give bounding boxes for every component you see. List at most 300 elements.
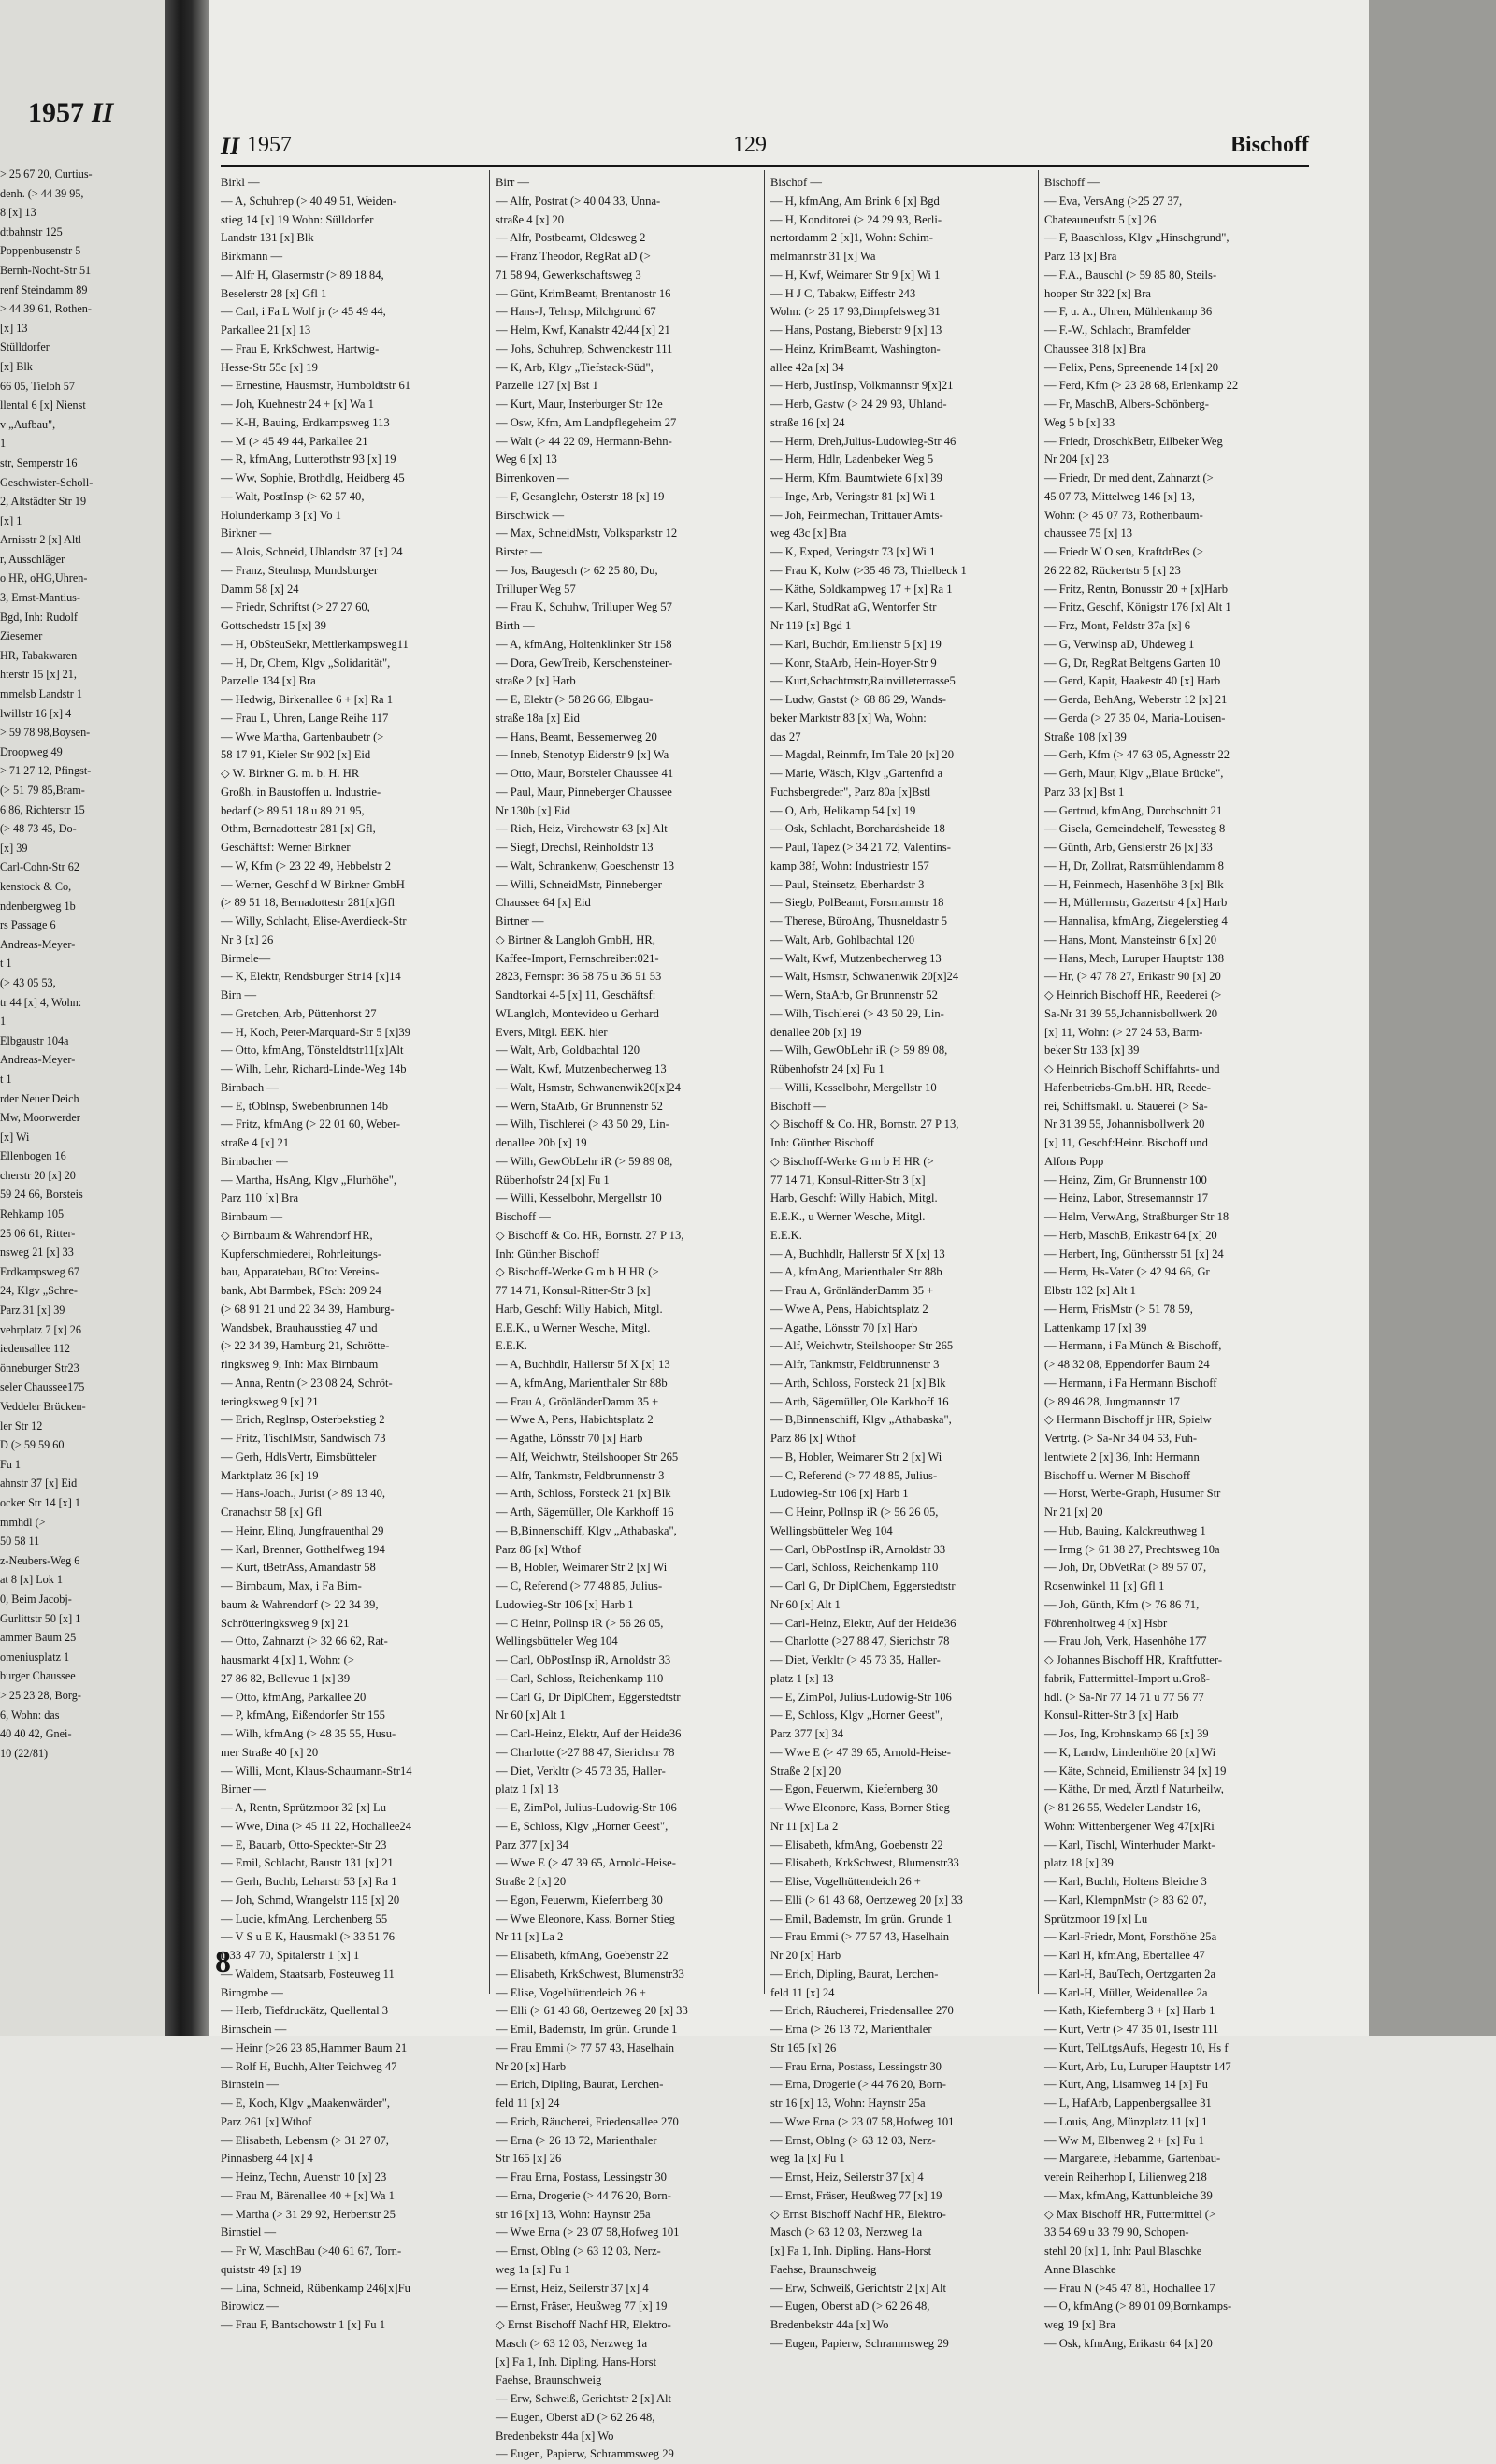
directory-entry-line: — Walt, Arb, Gohlbachtal 120	[770, 932, 915, 946]
directory-entry-line: — Hans, Beamt, Bessemerweg 20	[496, 729, 657, 743]
previous-page-line: ammer Baum 25	[0, 1631, 77, 1645]
directory-entry-line: Anne Blaschke	[1044, 2262, 1116, 2276]
directory-entry-line: 77 14 71, Konsul-Ritter-Str 3 [x]	[496, 1284, 651, 1297]
directory-entry-line: — Lina, Schneid, Rübenkamp 246[x]Fu	[221, 2281, 410, 2295]
directory-entry-line: — Karl-H, Müller, Weidenallee 2a	[1044, 1985, 1208, 1999]
directory-entry-line: — Erw, Schweiß, Gerichtstr 2 [x] Alt	[770, 2281, 947, 2295]
directory-entry-line: — L, HafArb, Lappenbergsallee 31	[1044, 2097, 1212, 2110]
directory-entry-line: ◇ W. Birkner G. m. b. H. HR	[221, 767, 360, 780]
previous-page-volume: II	[92, 97, 114, 128]
directory-entry-line: str 16 [x] 13, Wohn: Haynstr 25a	[496, 2207, 651, 2221]
directory-entry-line: — Karl, StudRat aG, Wentorfer Str	[770, 600, 937, 614]
directory-entry-line: — Wwe A, Pens, Habichtsplatz 2	[496, 1413, 654, 1427]
directory-entry-line: — Carl G, Dr DiplChem, Eggerstedtstr	[770, 1579, 956, 1592]
directory-entry-line: — V S u E K, Hausmakl (> 33 51 76	[221, 1930, 396, 1944]
directory-entry-line: — M (> 45 49 44, Parkallee 21	[221, 434, 368, 448]
directory-entry-line: — Egon, Feuerwm, Kiefernberg 30	[496, 1893, 663, 1907]
directory-entry-line: — E, Elektr (> 58 26 66, Elbgau-	[496, 693, 654, 706]
directory-entry-line: Großh. in Baustoffen u. Industrie-	[221, 785, 381, 799]
directory-entry-line: Wohn: (> 45 07 73, Rothenbaum-	[1044, 508, 1203, 522]
previous-page-line: 59 24 66, Borsteis	[0, 1188, 83, 1202]
directory-entry-line: Rübenhofstr 24 [x] Fu 1	[770, 1062, 885, 1075]
directory-entry-line: Rosenwinkel 11 [x] Gfl 1	[1044, 1579, 1165, 1592]
directory-entry-line: — Karl-Friedr, Mont, Forsthöhe 25a	[1044, 1930, 1217, 1944]
previous-page-line: ocker Str 14 [x] 1	[0, 1495, 80, 1509]
directory-entry-line: Nr 21 [x] 20	[1044, 1506, 1103, 1519]
directory-entry-line: Gottschedstr 15 [x] 39	[221, 619, 326, 632]
previous-page-line: 10 (22/81)	[0, 1746, 49, 1760]
directory-entry-line: — Walt, Kwf, Mutzenbecherweg 13	[770, 951, 942, 965]
previous-page-line: kenstock & Co,	[0, 879, 72, 893]
directory-entry-line: — Günth, Arb, Genslerstr 26 [x] 33	[1044, 841, 1213, 854]
directory-entry-line: Birnbaum —	[221, 1210, 283, 1223]
directory-entry-line: Masch (> 63 12 03, Nerzweg 1a	[770, 2226, 923, 2240]
directory-entry-line: Sandtorkai 4-5 [x] 11, Geschäftsf:	[496, 988, 656, 1001]
directory-entry-line: — Willi, SchneidMstr, Pinneberger	[496, 877, 662, 891]
year-label: 1957	[247, 133, 292, 157]
directory-column-4	[1044, 174, 1309, 2350]
directory-entry-line: — Fr, MaschB, Albers-Schönberg-	[1044, 397, 1209, 411]
directory-entry-line: Birrenkoven —	[496, 471, 569, 484]
directory-entry-line: — Gisela, Gemeindehelf, Tewessteg 8	[1044, 822, 1226, 836]
directory-entry-line: Nr 11 [x] La 2	[496, 1930, 564, 1944]
directory-entry-line: — Franz Theodor, RegRat aD (>	[496, 250, 651, 263]
previous-page-line: rs Passage 6	[0, 918, 56, 932]
directory-entry-line: — Margarete, Hebamme, Gartenbau-	[1044, 2152, 1221, 2166]
previous-page-line: > 25 23 28, Borg-	[0, 1688, 81, 1702]
directory-entry-line: — Kath, Kiefernberg 3 + [x] Harb 1	[1044, 2004, 1216, 2018]
directory-entry-line: — Carl G, Dr DiplChem, Eggerstedtstr	[496, 1690, 681, 1704]
directory-entry-line: — Walt, Arb, Goldbachtal 120	[496, 1044, 640, 1058]
directory-entry-line: — E, Bauarb, Otto-Speckter-Str 23	[221, 1837, 387, 1852]
directory-entry-line: — Wwe Erna (> 23 07 58,Hofweg 101	[770, 2114, 955, 2128]
directory-entry-line: — C, Referend (> 77 48 85, Julius-	[496, 1579, 663, 1592]
directory-entry-line: — A, kfmAng, Marienthaler Str 88b	[770, 1265, 942, 1279]
directory-entry-line: — Arth, Sägemüller, Ole Karkhoff 16	[496, 1506, 674, 1519]
directory-entry-line: — Gerh, Buchb, Leharstr 53 [x] Ra 1	[221, 1875, 397, 1888]
directory-entry-line: — Arth, Schloss, Forsteck 21 [x] Blk	[496, 1487, 671, 1501]
directory-entry-line: (> 68 91 21 und 22 34 39, Hamburg-	[221, 1302, 395, 1316]
directory-entry-line: Fuchsbergreder", Parz 80a [x]Bstl	[770, 785, 931, 799]
directory-entry-line: Harb, Geschf: Willy Habich, Mitgl.	[496, 1302, 663, 1316]
directory-entry-line: — Karl, Tischl, Winterhuder Markt-	[1044, 1837, 1216, 1852]
directory-entry-line: Masch (> 63 12 03, Nerzweg 1a	[496, 2336, 648, 2350]
directory-entry-line: stehl 20 [x] 1, Inh: Paul Blaschke	[1044, 2244, 1202, 2257]
previous-page-line: 2, Altstädter Str 19	[0, 495, 87, 509]
directory-entry-line: Bischoff —	[1044, 176, 1100, 189]
directory-entry-line: ◇ Bischoff & Co. HR, Bornstr. 27 P 13,	[496, 1228, 684, 1242]
directory-entry-line: — Hans, Mech, Luruper Hauptstr 138	[1044, 951, 1225, 965]
directory-entry-line: — Birnbaum, Max, i Fa Birn-	[221, 1579, 362, 1592]
directory-entry-line: Hesse-Str 55c [x] 19	[221, 360, 318, 374]
directory-entry-line: Pinnasberg 44 [x] 4	[221, 2152, 313, 2166]
directory-entry-line: — Werner, Geschf d W Birkner GmbH	[221, 877, 405, 891]
directory-entry-line: straße 16 [x] 24	[770, 415, 845, 429]
previous-page-line: (> 48 73 45, Do-	[0, 822, 77, 836]
directory-entry-line: [x] 11, Geschf:Heinr. Bischoff und	[1044, 1136, 1208, 1149]
directory-entry-line: platz 1 [x] 13	[770, 1671, 834, 1685]
directory-entry-line: — E, ZimPol, Julius-Ludowig-Str 106	[770, 1690, 952, 1704]
directory-entry-line: — H J C, Tabakw, Eiffestr 243	[770, 286, 916, 300]
previous-page-year: 1957	[28, 97, 84, 128]
directory-entry-line: — Hans-Joach., Jurist (> 89 13 40,	[221, 1487, 386, 1501]
directory-entry-line: Str 165 [x] 26	[496, 2152, 562, 2166]
directory-entry-line: 33 54 69 u 33 79 90, Schopen-	[1044, 2226, 1189, 2240]
directory-entry-line: — Eugen, Oberst aD (> 62 26 48,	[496, 2410, 655, 2424]
previous-page-line: 8 [x] 13	[0, 206, 36, 220]
directory-entry-line: E.E.K.	[770, 1228, 802, 1242]
directory-entry-line: straße 18a [x] Eid	[496, 711, 580, 725]
directory-entry-line: Nr 3 [x] 26	[221, 932, 274, 946]
directory-entry-line: Nr 31 39 55, Johannisbollwerk 20	[1044, 1117, 1205, 1131]
directory-entry-line: — Ludw, Gastst (> 68 86 29, Wands-	[770, 693, 946, 706]
directory-entry-line: — Otto, Maur, Borsteler Chaussee 41	[496, 767, 674, 780]
previous-page-line: Elbgaustr 104a	[0, 1033, 69, 1047]
directory-entry-line: — Fritz, TischlMstr, Sandwisch 73	[221, 1432, 386, 1445]
directory-entry-line: — Gerh, Maur, Klgv „Blaue Brücke",	[1044, 767, 1224, 780]
previous-page-line: Stülldorfer	[0, 340, 50, 354]
previous-page-line: renf Steindamm 89	[0, 282, 88, 296]
directory-entry-line: — Ww, Sophie, Brothdlg, Heidberg 45	[221, 471, 405, 484]
directory-entry-line: Inh: Günther Bischoff	[770, 1136, 874, 1149]
directory-entry-line: — Gerd, Kapit, Haakestr 40 [x] Harb	[1044, 674, 1221, 688]
previous-page-line: cherstr 20 [x] 20	[0, 1168, 76, 1182]
directory-entry-line: — Paul, Maur, Pinneberger Chaussee	[496, 785, 672, 799]
directory-entry-line: — Wwe A, Pens, Habichtsplatz 2	[770, 1302, 928, 1316]
directory-entry-line: — Wwe E (> 47 39 65, Arnold-Heise-	[496, 1856, 676, 1870]
directory-entry-line: denallee 20b [x] 19	[770, 1025, 862, 1039]
previous-page-line: str, Semperstr 16	[0, 455, 78, 469]
previous-page-line: ndenbergweg 1b	[0, 899, 76, 913]
directory-entry-line: — B,Binnenschiff, Klgv „Athabaska",	[770, 1413, 952, 1427]
directory-entry-line: — B, Hobler, Weimarer Str 2 [x] Wi	[770, 1449, 942, 1463]
directory-entry-line: Nr 20 [x] Harb	[496, 2059, 567, 2073]
directory-entry-line: — Frau K, Kolw (>35 46 73, Thielbeck 1	[770, 563, 967, 577]
directory-entry-line: Birtner —	[496, 915, 544, 928]
directory-entry-line: — Martha (> 31 29 92, Herbertstr 25	[221, 2207, 396, 2221]
previous-page-line: önneburger Str23	[0, 1361, 79, 1375]
directory-entry-line: — H, Müllermstr, Gazertstr 4 [x] Harb	[1044, 896, 1228, 910]
directory-entry-line: Parkallee 21 [x] 13	[221, 324, 311, 337]
directory-entry-line: ◇ Birtner & Langloh GmbH, HR,	[496, 932, 655, 946]
directory-entry-line: — Erna (> 26 13 72, Marienthaler	[496, 2133, 657, 2147]
previous-page-line: omeniusplatz 1	[0, 1650, 70, 1664]
directory-entry-line: ◇ Heinrich Bischoff HR, Reederei (>	[1044, 988, 1222, 1001]
directory-entry-line: — Magdal, Reinmfr, Im Tale 20 [x] 20	[770, 748, 954, 762]
directory-entry-line: — Louis, Ang, Münzplatz 11 [x] 1	[1044, 2114, 1208, 2128]
directory-entry-line: Parz 33 [x] Bst 1	[1044, 785, 1125, 799]
directory-entry-line: Birmele—	[221, 951, 271, 965]
directory-entry-line: — Johs, Schuhrep, Schwenckestr 111	[496, 341, 673, 355]
previous-page-line: [x] Wi	[0, 1130, 30, 1144]
directory-entry-line: — Heinz, Labor, Stresemannstr 17	[1044, 1191, 1209, 1205]
directory-entry-line: hdl. (> Sa-Nr 77 14 71 u 77 56 77	[1044, 1690, 1204, 1704]
directory-entry-line: — Ernst, Oblng (> 63 12 03, Nerz-	[496, 2244, 661, 2257]
previous-page-line: [x] 39	[0, 841, 28, 855]
previous-page-line: [x] 13	[0, 321, 28, 335]
directory-entry-line: — Arth, Schloss, Forsteck 21 [x] Blk	[770, 1376, 946, 1390]
directory-entry-line: — Gerda (> 27 35 04, Maria-Louisen-	[1044, 711, 1226, 725]
directory-entry-line: Parz 110 [x] Bra	[221, 1191, 299, 1205]
directory-entry-line: — Rolf H, Buchh, Alter Teichweg 47	[221, 2059, 397, 2073]
directory-entry-line: ringksweg 9, Inh: Max Birnbaum	[221, 1358, 379, 1371]
directory-entry-line: ◇ Johannes Bischoff HR, Kraftfutter-	[1044, 1653, 1223, 1666]
previous-page-line: 1	[0, 1015, 7, 1029]
directory-entry-line: — Osw, Kfm, Am Landpflegeheim 27	[496, 415, 677, 429]
directory-entry-line: — Kurt, Maur, Insterburger Str 12e	[496, 397, 663, 411]
directory-entry-line: 2823, Fernspr: 36 58 75 u 36 51 53	[496, 970, 662, 984]
directory-entry-line: — Günt, KrimBeamt, Brentanostr 16	[496, 286, 671, 300]
directory-entry-line: — Martha, HsAng, Klgv „Flurhöhe",	[221, 1173, 397, 1187]
directory-entry-line: Wellingsbütteler Weg 104	[770, 1523, 893, 1537]
directory-entry-line: — O, Arb, Helikamp 54 [x] 19	[770, 803, 916, 817]
directory-entry-line: — K, Exped, Veringstr 73 [x] Wi 1	[770, 545, 936, 558]
directory-entry-line: — Karl, Buchh, Holtens Bleiche 3	[1044, 1875, 1207, 1888]
directory-entry-line: — Fr W, MaschBau (>40 61 67, Torn-	[221, 2244, 402, 2257]
previous-page-line: t 1	[0, 1072, 12, 1086]
directory-entry-line: — Alfr, Tankmstr, Feldbrunnenstr 3	[770, 1358, 940, 1371]
directory-entry-line: bank, Abt Barmbek, PSch: 209 24	[221, 1284, 381, 1297]
directory-entry-line: — Alf, Weichwtr, Steilshooper Str 265	[770, 1339, 954, 1353]
directory-entry-line: Sa-Nr 31 39 55,Johannisbollwerk 20	[1044, 1006, 1218, 1020]
directory-entry-line: — F, u. A., Uhren, Mühlenkamp 36	[1044, 305, 1213, 319]
directory-entry-line: — Erna, Drogerie (> 44 76 20, Born-	[770, 2078, 946, 2092]
directory-entry-line: — Wern, StaArb, Gr Brunnenstr 52	[496, 1099, 663, 1113]
directory-entry-line: — Jos, Baugesch (> 62 25 80, Du,	[496, 563, 658, 577]
directory-entry-line: Birkl —	[221, 176, 260, 189]
previous-page-line: Arnisstr 2 [x] Altl	[0, 533, 82, 547]
directory-entry-line: — Emil, Bademstr, Im grün. Grunde 1	[770, 1911, 953, 1925]
directory-entry-line: — A, Rentn, Sprützmoor 32 [x] Lu	[221, 1801, 386, 1814]
directory-entry-line: — B, Hobler, Weimarer Str 2 [x] Wi	[496, 1561, 668, 1575]
previous-page-line: Erdkampsweg 67	[0, 1264, 79, 1278]
directory-entry-line: Wohn: Wittenbergener Weg 47[x]Ri	[1044, 1819, 1215, 1833]
directory-entry-line: — Dora, GewTreib, Kerschensteiner-	[496, 656, 673, 670]
directory-entry-line: weg 1a [x] Fu 1	[496, 2262, 570, 2276]
directory-entry-line: kamp 38f, Wohn: Industriestr 157	[770, 858, 929, 872]
directory-entry-line: — Frau Emmi (> 77 57 43, Haselhain	[770, 1930, 950, 1944]
directory-entry-line: [x] Fa 1, Inh. Dipling. Hans-Horst	[496, 2355, 657, 2369]
directory-entry-line: — Kurt, Ang, Lisamweg 14 [x] Fu	[1044, 2078, 1208, 2092]
directory-entry-line: — Erich, Räucherei, Friedensallee 270	[770, 2004, 954, 2018]
directory-entry-line: 27 86 82, Bellevue 1 [x] 39	[221, 1671, 351, 1685]
column-divider	[1038, 170, 1039, 1994]
directory-entry-line: — Wilh, GewObLehr iR (> 59 89 08,	[496, 1154, 673, 1168]
directory-entry-line: — Herb, MaschB, Erikastr 64 [x] 20	[1044, 1228, 1217, 1242]
directory-entry-line: — Carl, i Fa L Wolf jr (> 45 49 44,	[221, 305, 386, 319]
directory-entry-line: — Fritz, kfmAng (> 22 01 60, Weber-	[221, 1117, 401, 1131]
directory-entry-line: — Wwe Martha, Gartenbaubetr (>	[221, 729, 384, 743]
directory-entry-line: Nr 130b [x] Eid	[496, 803, 571, 817]
directory-entry-line: — H, Konditorei (> 24 29 93, Berli-	[770, 212, 942, 226]
directory-entry-line: — Alfr, Tankmstr, Feldbrunnenstr 3	[496, 1468, 665, 1482]
directory-entry-line: — Horst, Werbe-Graph, Husumer Str	[1044, 1487, 1221, 1501]
directory-entry-line: — Alfr, Postbeamt, Oldesweg 2	[496, 231, 646, 245]
directory-entry-line: Bischoff —	[770, 1099, 826, 1113]
directory-entry-line: — W, Kfm (> 23 22 49, Hebbelstr 2	[221, 858, 391, 872]
directory-entry-line: — A, Buchhdlr, Hallerstr 5f X [x] 13	[496, 1358, 670, 1371]
directory-entry-line: Alfons Popp	[1044, 1154, 1104, 1168]
directory-entry-line: — H, Dr, Zollrat, Ratsmühlendamm 8	[1044, 858, 1224, 872]
directory-entry-line: WLangloh, Montevideo u Gerhard	[496, 1006, 659, 1020]
previous-page-line: 3, Ernst-Mantius-	[0, 591, 80, 605]
previous-page-line: > 71 27 12, Pfingst-	[0, 764, 92, 778]
directory-entry-line: — K, Elektr, Rendsburger Str14 [x]14	[221, 970, 401, 984]
directory-entry-line: — Wilh, Tischlerei (> 43 50 29, Lin-	[496, 1117, 669, 1131]
directory-entry-line: — Herb, Gastw (> 24 29 93, Uhland-	[770, 397, 947, 411]
previous-page-line: vehrplatz 7 [x] 26	[0, 1322, 81, 1336]
previous-page-line: > 59 78 98,Boysen-	[0, 726, 91, 740]
directory-entry-line: — Elisabeth, KrkSchwest, Blumenstr33	[770, 1856, 959, 1870]
directory-entry-line: Cranachstr 58 [x] Gfl	[221, 1506, 323, 1519]
directory-entry-line: Chaussee 318 [x] Bra	[1044, 341, 1146, 355]
directory-entry-line: (> 89 51 18, Bernadottestr 281[x]Gfl	[221, 896, 396, 910]
directory-entry-line: — Hedwig, Birkenallee 6 + [x] Ra 1	[221, 693, 394, 706]
directory-entry-line: bedarf (> 89 51 18 u 89 21 95,	[221, 803, 365, 817]
directory-entry-line: — Erich, Dipling, Baurat, Lerchen-	[770, 1967, 939, 1981]
directory-entry-line: Bischoff u. Werner M Bischoff	[1044, 1468, 1191, 1482]
directory-entry-line: E.E.K., u Werner Wesche, Mitgl.	[770, 1210, 926, 1223]
directory-entry-line: — Frz, Mont, Feldstr 37a [x] 6	[1044, 619, 1191, 632]
directory-entry-line: hausmarkt 4 [x] 1, Wohn: (>	[221, 1653, 354, 1666]
directory-entry-line: nertordamm 2 [x]1, Wohn: Schim-	[770, 231, 933, 245]
directory-entry-line: Faehse, Braunschweig	[770, 2262, 877, 2276]
directory-entry-line: — Joh, Günth, Kfm (> 76 86 71,	[1044, 1597, 1200, 1611]
directory-entry-line: Damm 58 [x] 24	[221, 582, 299, 596]
previous-page-line: Ellenbogen 16	[0, 1149, 66, 1163]
previous-page-line: 6 86, Richterstr 15	[0, 802, 85, 816]
previous-page-line: 50 58 11	[0, 1535, 40, 1549]
directory-entry-line: Birth —	[496, 619, 535, 632]
directory-entry-line: — H, Kwf, Weimarer Str 9 [x] Wi 1	[770, 267, 941, 281]
directory-entry-line: Nr 20 [x] Harb	[770, 1949, 842, 1962]
directory-entry-line: beker Marktstr 83 [x] Wa, Wohn:	[770, 711, 927, 725]
directory-entry-line: — Jos, Ing, Krohnskamp 66 [x] 39	[1044, 1727, 1209, 1740]
directory-entry-line: — Gerda, BehAng, Weberstr 12 [x] 21	[1044, 693, 1228, 706]
directory-entry-line: — Kurt, Arb, Lu, Luruper Hauptstr 147	[1044, 2059, 1231, 2073]
directory-entry-line: Beselerstr 28 [x] Gfl 1	[221, 286, 327, 300]
directory-entry-line: Parz 86 [x] Wthof	[496, 1542, 582, 1556]
previous-page-line: iedensallee 112	[0, 1342, 71, 1356]
previous-page-line: (> 43 05 53,	[0, 975, 56, 989]
directory-entry-line: — Herb, JustInsp, Volkmannstr 9[x]21	[770, 379, 954, 393]
previous-page-line: ler Str 12	[0, 1419, 43, 1433]
directory-entry-line: [x] 11, Wohn: (> 27 24 53, Barm-	[1044, 1025, 1203, 1039]
directory-entry-line: — Wwe, Dina (> 45 11 22, Hochallee24	[221, 1819, 412, 1833]
directory-entry-line: 71 58 94, Gewerkschaftsweg 3	[496, 267, 641, 281]
directory-entry-line: — G, Dr, RegRat Beltgens Garten 10	[1044, 656, 1221, 670]
directory-entry-line: — Ferd, Kfm (> 23 28 68, Erlenkamp 22	[1044, 379, 1239, 393]
directory-entry-line: — C Heinr, Pollnsp iR (> 56 26 05,	[496, 1616, 664, 1630]
previous-page-line: Geschwister-Scholl-	[0, 475, 94, 489]
page-header	[221, 125, 1309, 170]
directory-entry-line: Chaussee 64 [x] Eid	[496, 896, 591, 910]
directory-entry-line: Birnschein —	[221, 2023, 287, 2036]
directory-entry-line: Elbstr 132 [x] Alt 1	[1044, 1284, 1136, 1297]
directory-entry-line: Nr 119 [x] Bgd 1	[770, 619, 852, 632]
previous-page-line: Carl-Cohn-Str 62	[0, 860, 79, 874]
previous-page-line: Rehkamp 105	[0, 1207, 65, 1221]
directory-entry-line: Evers, Mitgl. EEK. hier	[496, 1025, 608, 1039]
directory-entry-line: Wohn: (> 25 17 93,Dimpfelsweg 31	[770, 305, 941, 319]
directory-column-3	[770, 174, 1035, 2350]
directory-entry-line: allee 42a [x] 34	[770, 360, 844, 374]
directory-entry-line: 58 17 91, Kieler Str 902 [x] Eid	[221, 748, 371, 762]
directory-entry-line: Wandsbek, Brauhausstieg 47 und	[221, 1320, 378, 1334]
directory-entry-line: Parz 377 [x] 34	[770, 1727, 843, 1740]
previous-page-line: 0, Beim Jacobj-	[0, 1592, 72, 1606]
directory-entry-line: Faehse, Braunschweig	[496, 2373, 602, 2387]
directory-entry-line: — Ernst, Heiz, Seilerstr 37 [x] 4	[496, 2281, 649, 2295]
directory-entry-line: — K-H, Bauing, Erdkampsweg 113	[221, 415, 390, 429]
directory-entry-line: — Heinz, Zim, Gr Brunnenstr 100	[1044, 1173, 1207, 1187]
directory-entry-line: — F.A., Bauschl (> 59 85 80, Steils-	[1044, 267, 1217, 281]
directory-entry-line: — Karl H, kfmAng, Ebertallee 47	[1044, 1949, 1205, 1962]
directory-entry-line: — Hannalisa, kfmAng, Ziegelerstieg 4	[1044, 915, 1228, 928]
directory-entry-line: — Arth, Sägemüller, Ole Karkhoff 16	[770, 1394, 949, 1408]
previous-page-line: z-Neubers-Weg 6	[0, 1553, 80, 1567]
directory-entry-line: Lattenkamp 17 [x] 39	[1044, 1320, 1147, 1334]
previous-page-line: D (> 59 59 60	[0, 1438, 65, 1452]
directory-entry-line: (> 81 26 55, Wedeler Landstr 16,	[1044, 1801, 1201, 1814]
directory-entry-line: — Franz, Steulnsp, Mundsburger	[221, 563, 379, 577]
directory-entry-line: — Alois, Schneid, Uhlandstr 37 [x] 24	[221, 545, 403, 558]
signature-mark: 8	[215, 1945, 231, 1980]
directory-entry-line: — Ww M, Elbenweg 2 + [x] Fu 1	[1044, 2133, 1204, 2147]
directory-entry-line: Ludowieg-Str 106 [x] Harb 1	[496, 1597, 634, 1611]
directory-entry-line: — A, kfmAng, Holtenklinker Str 158	[496, 637, 672, 651]
directory-entry-line: — Erich, Dipling, Baurat, Lerchen-	[496, 2078, 664, 2092]
catchword: Bischoff	[1230, 133, 1309, 157]
directory-entry-line: — Konr, StaArb, Hein-Hoyer-Str 9	[770, 656, 937, 670]
directory-entry-line: Straße 2 [x] 20	[496, 1875, 567, 1888]
directory-entry-line: Parzelle 134 [x] Bra	[221, 674, 316, 688]
directory-entry-line: (> 89 46 28, Jungmannstr 17	[1044, 1394, 1180, 1408]
directory-entry-line: — G, Verwlnsp aD, Uhdeweg 1	[1044, 637, 1195, 651]
directory-entry-line: — Osk, kfmAng, Erikastr 64 [x] 20	[1044, 2336, 1213, 2350]
directory-entry-line: — Gertrud, kfmAng, Durchschnitt 21	[1044, 803, 1223, 817]
directory-entry-line: platz 18 [x] 39	[1044, 1856, 1114, 1870]
directory-entry-line: — Egon, Feuerwm, Kiefernberg 30	[770, 1782, 938, 1796]
previous-page-line: 40 40 42, Gnei-	[0, 1727, 72, 1741]
previous-page-line: o HR, oHG,Uhren-	[0, 571, 88, 585]
directory-entry-line: — Elli (> 61 43 68, Oertzeweg 20 [x] 33	[496, 2004, 688, 2018]
directory-entry-line: Konsul-Ritter-Str 3 [x] Harb	[1044, 1708, 1179, 1722]
page-number: 129	[733, 133, 767, 157]
directory-entry-line: — F, Gesanglehr, Osterstr 18 [x] 19	[496, 489, 665, 503]
directory-entry-line: — A, kfmAng, Marienthaler Str 88b	[496, 1376, 668, 1390]
directory-entry-line: — Siegf, Drechsl, Reinholdstr 13	[496, 841, 654, 854]
directory-entry-line: Birn —	[221, 988, 257, 1001]
directory-entry-line: — E, Koch, Klgv „Maakenwärder",	[221, 2097, 391, 2110]
directory-entry-line: — Wwe Eleonore, Kass, Borner Stieg	[770, 1801, 950, 1814]
directory-entry-line: Straße 2 [x] 20	[770, 1764, 842, 1778]
directory-entry-line: — A, Schuhrep (> 40 49 51, Weiden-	[221, 194, 397, 208]
directory-entry-line: — Heinz, KrimBeamt, Washington-	[770, 341, 941, 355]
page-outer-edge	[1369, 0, 1496, 2036]
directory-entry-line: Birkner —	[221, 526, 272, 540]
directory-entry-line: — Ernst, Oblng (> 63 12 03, Nerz-	[770, 2133, 936, 2147]
directory-entry-line: — Karl, Brenner, Gotthelfweg 194	[221, 1542, 385, 1556]
directory-entry-line: — Hermann, i Fa Münch & Bischoff,	[1044, 1339, 1222, 1353]
directory-entry-line: — Käthe, Dr med, Ärztl f Naturheilw,	[1044, 1782, 1224, 1796]
directory-entry-line: — Charlotte (>27 88 47, Sierichstr 78	[496, 1745, 675, 1759]
directory-entry-line: — Elise, Vogelhüttendeich 26 +	[496, 1985, 646, 1999]
directory-entry-line: — Agathe, Lönsstr 70 [x] Harb	[496, 1432, 643, 1445]
directory-entry-line: — Elisabeth, KrkSchwest, Blumenstr33	[496, 1967, 684, 1981]
previous-page-line: v „Aufbau",	[0, 417, 56, 431]
directory-entry-line: — Fritz, Geschf, Königstr 176 [x] Alt 1	[1044, 600, 1231, 614]
